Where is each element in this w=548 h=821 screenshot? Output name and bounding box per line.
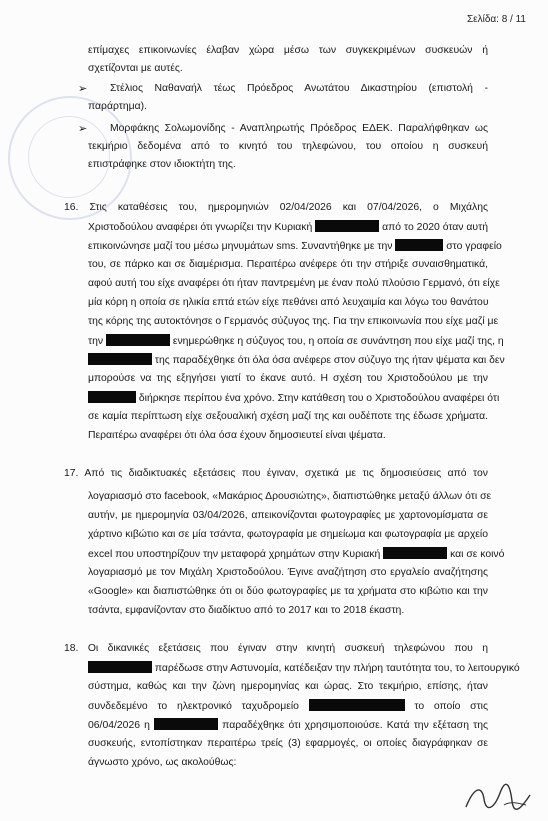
- document-line: την ενημερώθηκε η σύζυγος του, η οποία σε συνάντηση που είχε μαζί της, η: [88, 336, 504, 347]
- document-line: τσάντα, εμφανίζονταν στο διαδίκτυο από το 2017 και το 2018 έκαστη.: [88, 605, 405, 616]
- document-line: excel που υποστηρίζουν την μεταφορά χρημάτων στην Κυριακή και σε κοινό: [88, 549, 505, 560]
- document-line: επίμαχες επικοινωνίες έλαβαν χώρα μέσω των συγκεκριμένων συσκευών ή: [88, 45, 488, 56]
- redaction-box: [106, 334, 170, 346]
- document-line: 06/04/2026 η παραδέχθηκε ότι χρησιμοποιούσε. Κατά την εξέταση της: [88, 720, 488, 731]
- document-line: σε καμία περίπτωση είχε σεξουαλική σχέση μαζί της και ουδέποτε της έδωσε χρήματα.: [88, 411, 488, 422]
- redaction-box: [383, 547, 447, 559]
- redaction-box: [88, 353, 152, 365]
- document-line: Χριστοδούλου αναφέρει ότι γνωρίζει την Κυριακή από το 2020 όταν αυτή: [88, 222, 488, 233]
- document-line: σύστημα, καθώς και την ζώνη ημερομηνίας και ώρας. Στο τεκμήριο, επίσης, ήταν: [88, 681, 488, 692]
- document-line: αφού αυτή του είχε αναφέρει ότι ήταν παντρεμένη με έναν πολύ πλούσιο Γερμανό, ότι είχε: [88, 278, 500, 289]
- document-line: «Google» και διαπιστώθηκε ότι οι δύο φωτογραφίες με τα χρήματα στο κιβώτιο και την: [88, 586, 488, 597]
- document-line: 17. Από τις διαδικτυακές εξετάσεις που έγιναν, σχετικά με τις δημοσιεύσεις από τον: [64, 468, 488, 479]
- document-line: της παραδέχθηκε ότι όλα όσα ανέφερε στον σύζυγο της ήταν ψέματα και δεν: [88, 353, 488, 367]
- page-number: Σελίδα: 8 / 11: [466, 14, 526, 25]
- document-line: μία κόρη η οποία σε ηλικία επτά ετών είχε πεθάνει από λευχαιμία και λόγω του θανάτου: [88, 297, 489, 308]
- signature-mark: [460, 781, 540, 815]
- document-line: σχετίζονται με αυτές.: [88, 63, 183, 74]
- document-line: λογαριασμό με τον Μιχάλη Χριστοδούλου. Έγινε αναζήτηση στο εργαλείο αναζήτησης: [88, 567, 488, 578]
- redaction-box: [315, 220, 379, 232]
- document-line: άγνωστο χρόνο, ως ακολούθως:: [88, 757, 237, 768]
- document-line: παρέδωσε στην Αστυνομία, κατέδειξαν την πλήρη ταυτότητα του, το λειτουργικό: [88, 661, 488, 675]
- document-line: τεκμήριο δεδομένα από το κινητό του τηλεφώνου, του οποίου η συσκευή: [88, 141, 488, 152]
- redaction-box: [88, 661, 152, 673]
- document-line: συσκευής, εντοπίστηκαν περαιτέρω τρείς (3) εφαρμογές, οι οποίες διαγράφηκαν σε: [88, 738, 488, 749]
- document-line: 16. Στις καταθέσεις του, ημερομηνιών 02/04/2026 και 07/04/2026, ο Μιχάλης: [64, 202, 488, 213]
- document-line: αυτήν, με ημερομηνία 03/04/2026, απεικονίζονται φωτογραφίες με χαρτονομίσματα σε: [88, 510, 488, 521]
- redaction-box: [88, 391, 136, 403]
- document-line: επικοινώνησε μαζί του μέσω μηνυμάτων sms. Συναντήθηκε με την στο γραφείο: [88, 241, 502, 252]
- document-line: λογαριασμό στο facebook, «Μακάριος Δρουσιώτης», διαπιστώθηκε μεταξύ άλλων ότι σε: [88, 491, 492, 502]
- document-line: 18. Οι δικανικές εξετάσεις που έγιναν στην κινητή συσκευή τηλεφώνου που η: [64, 643, 488, 654]
- document-line: χάρτινο κιβώτιο και σε μία τσάντα, φωτογραφία με σημείωμα και φωτογραφία με αρχείο: [88, 529, 488, 540]
- bullet-arrow-icon: ➢: [78, 123, 88, 135]
- redaction-box: [309, 699, 405, 711]
- document-line: Στέλιος Ναθαναήλ τέως Πρόεδρος Ανωτάτου Δικαστηρίου (επιστολή -: [110, 83, 488, 94]
- document-line: διήρκησε περίπου ένα χρόνο. Στην κατάθεση του ο Χριστοδούλου αναφέρει ότι: [88, 391, 488, 405]
- document-line: Περαιτέρω αναφέρει ότι όλα όσα έχουν δημοσιευτεί είναι ψέματα.: [88, 430, 386, 441]
- document-line: της κόρης της αυτοκτόνησε ο Γερμανός σύζυγος της. Για την επικοινωνία που είχε μαζί με: [88, 316, 499, 327]
- document-line: συνδεδεμένο το ηλεκτρονικό ταχυδρομείο το οποίο στις: [88, 701, 488, 712]
- document-line: του, σε πάρκο και σε διαμέρισμα. Περαιτέρω ανέφερε ότι την στήριξε συναισθηματικά,: [88, 259, 488, 270]
- bullet-arrow-icon: ➢: [78, 83, 88, 95]
- document-line: παράρτημα).: [88, 101, 147, 112]
- document-line: μπορούσε να της εξηγήσει γιατί το έκανε αυτό. Η σχέση του Χριστοδούλου με την: [88, 373, 488, 384]
- document-line: επιστράφηκε στον ιδιοκτήτη της.: [88, 159, 236, 170]
- document-line: Μορφάκης Σολωμονίδης - Αναπληρωτής Πρόεδρος ΕΔΕΚ. Παραλήφθηκαν ως: [110, 123, 488, 134]
- redaction-box: [154, 718, 218, 730]
- redaction-box: [395, 239, 443, 251]
